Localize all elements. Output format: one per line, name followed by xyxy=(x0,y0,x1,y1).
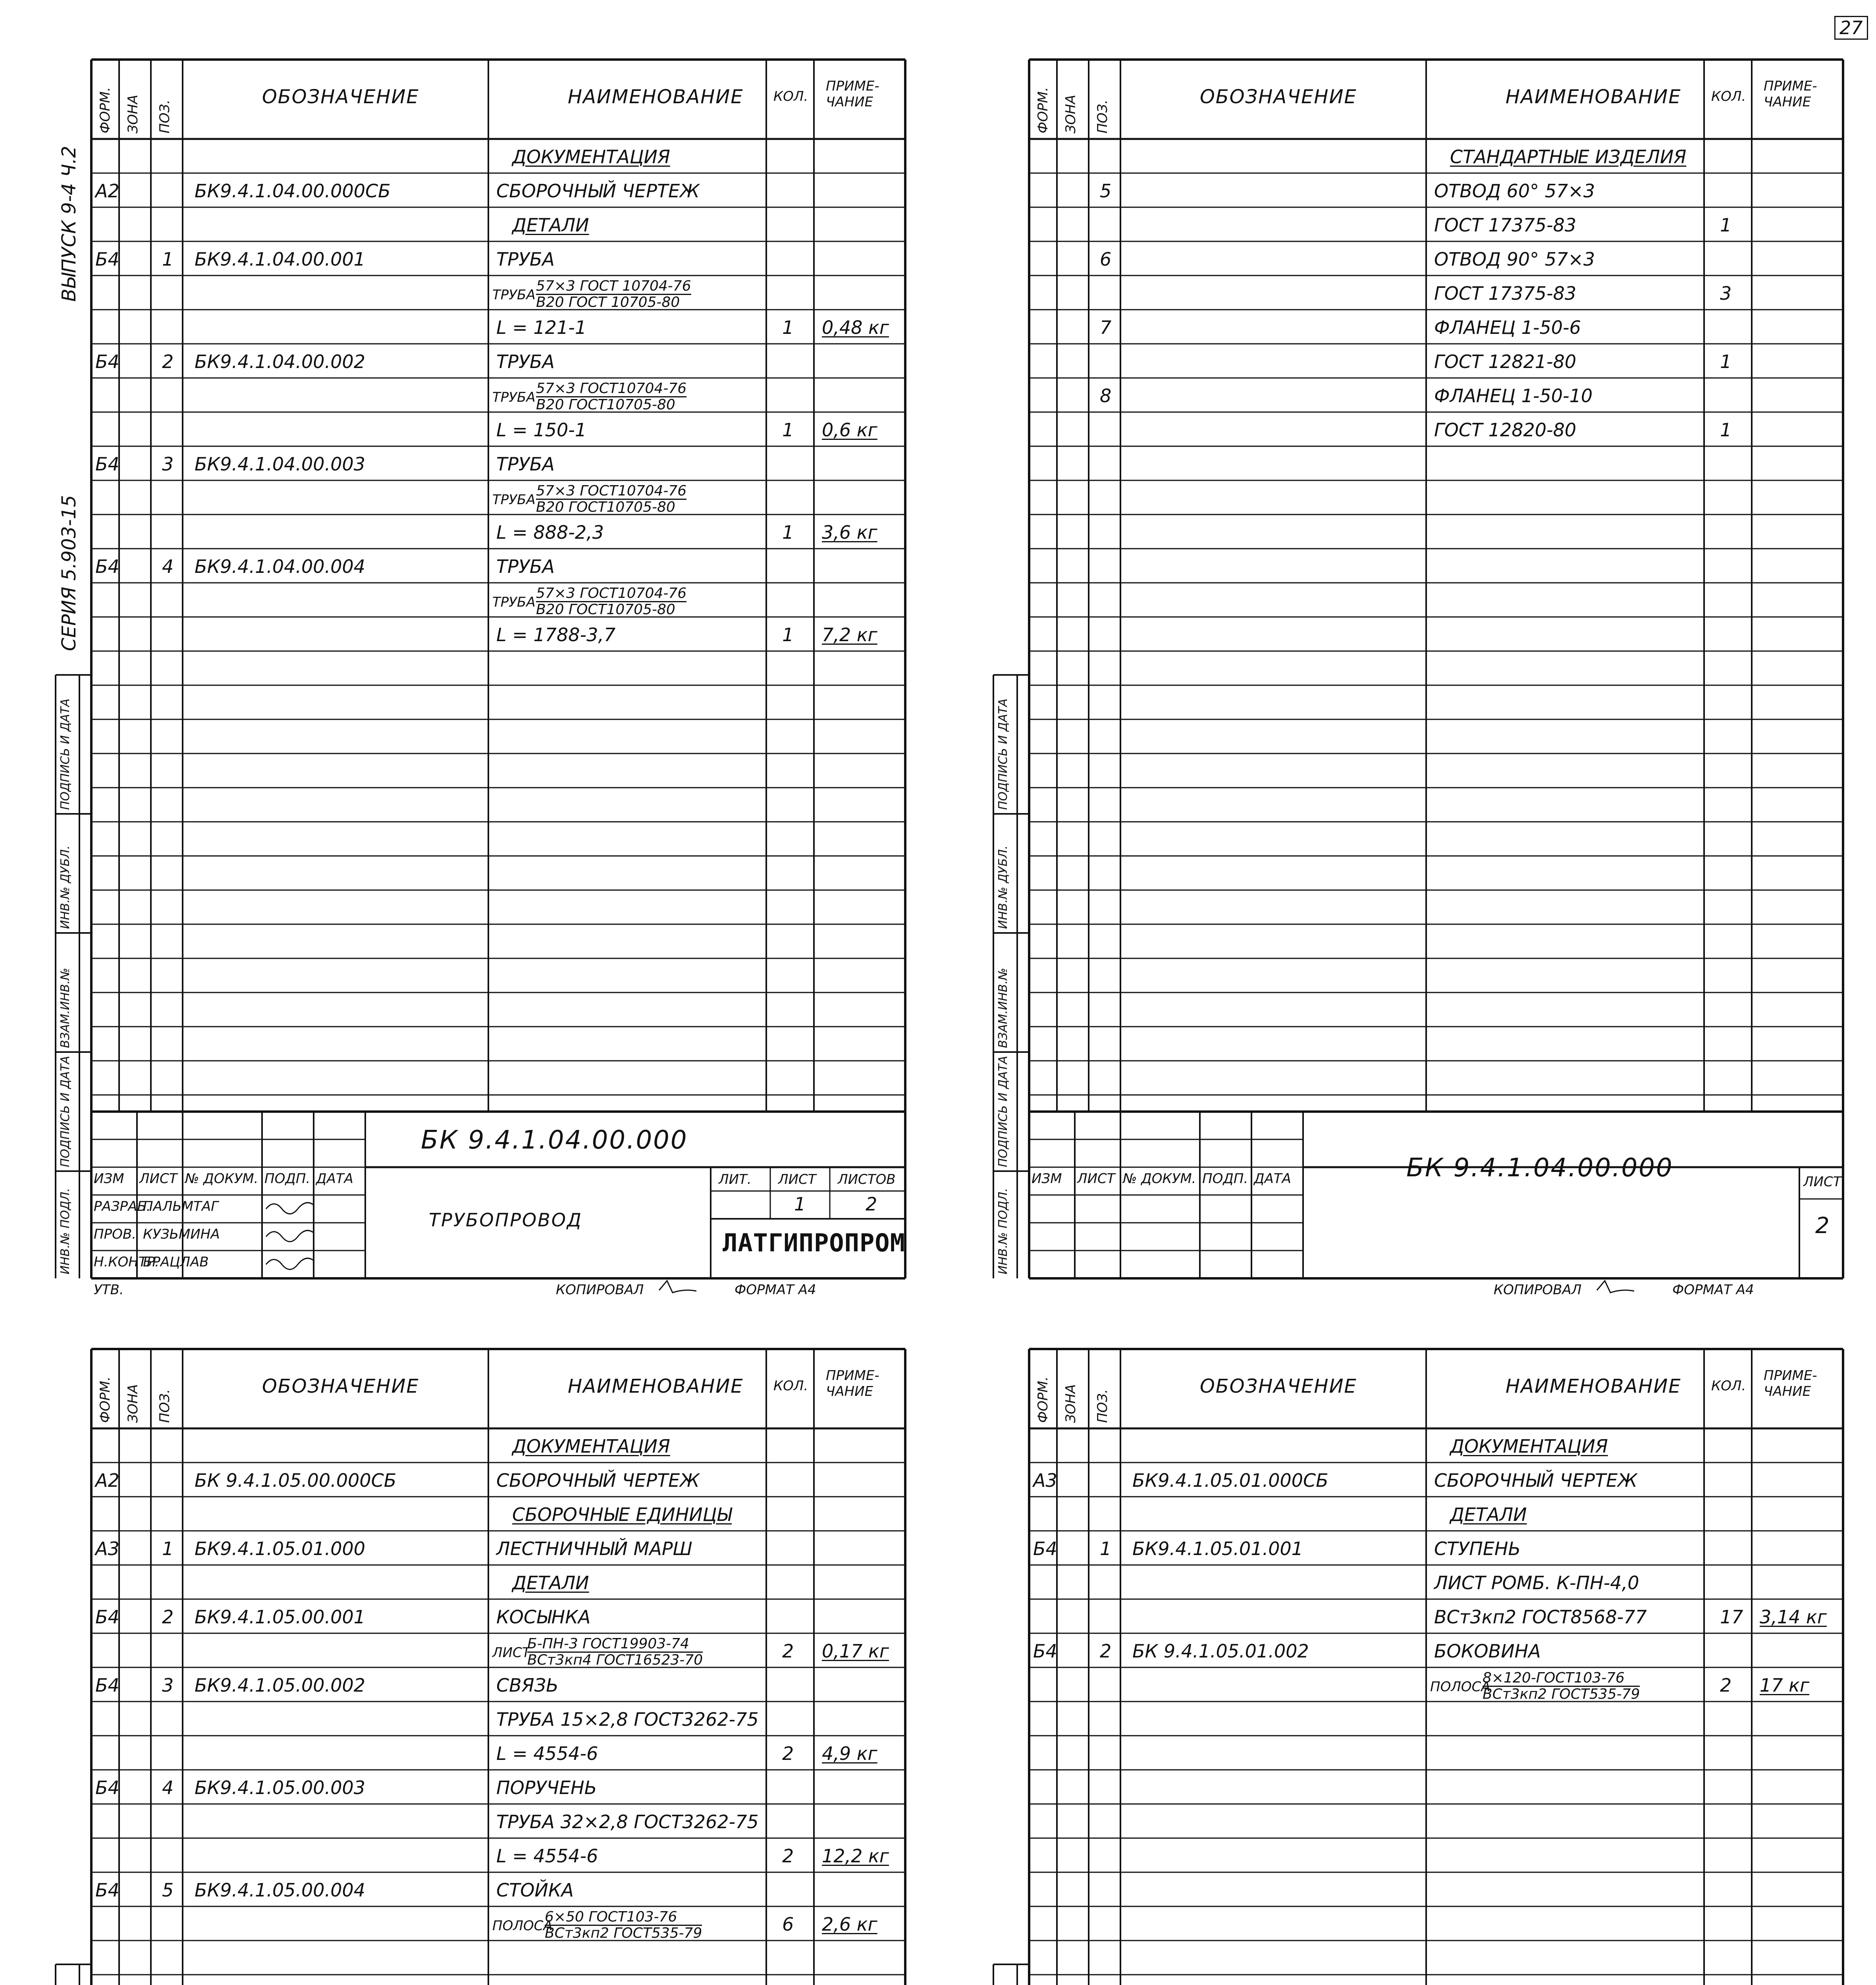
row-name-prefix: ТРУБА xyxy=(492,389,536,405)
row-quantity: 6 xyxy=(782,1914,794,1935)
tb-list: ЛИСТ xyxy=(1077,1171,1115,1187)
row-position: 7 xyxy=(1100,317,1112,338)
tb-sheet: ЛИСТ xyxy=(778,1172,816,1187)
row-format: Б4 xyxy=(95,1879,120,1901)
row-name: L = 4554-6 xyxy=(496,1743,598,1764)
fraction-top: Б-ПН-3 ГОСТ19903-74 xyxy=(527,1636,703,1653)
row-name: БОКОВИНА xyxy=(1434,1640,1541,1662)
header-name: НАИМЕНОВАНИЕ xyxy=(568,86,744,108)
org-logo: ЛАТГИПРОПРОМ xyxy=(723,1228,905,1257)
row-name-prefix: ТРУБА xyxy=(492,594,536,610)
fraction-bottom: ВСт3кп4 ГОСТ16523-70 xyxy=(527,1652,703,1668)
section-heading: СБОРОЧНЫЕ ЕДИНИЦЫ xyxy=(512,1504,732,1525)
row-name: L = 150-1 xyxy=(496,419,587,441)
row-position: 5 xyxy=(162,1879,174,1901)
header-qty: КОЛ. xyxy=(773,1378,808,1394)
header-name: НАИМЕНОВАНИЕ xyxy=(1506,1375,1681,1397)
row-name: ТРУБА xyxy=(496,556,555,577)
fraction-bottom: ВСт3кп2 ГОСТ535-79 xyxy=(545,1925,702,1941)
tb-person: ПАЛЬМТАГ xyxy=(143,1199,219,1214)
margin-field2: ПОДПИСЬ И ДАТА xyxy=(58,1056,72,1167)
margin-field3: ВЗАМ.ИНВ.№ xyxy=(58,967,72,1048)
row-name: ГОСТ 17375-83 xyxy=(1434,214,1577,236)
row-name: СБОРОЧНЫЙ ЧЕРТЕЖ xyxy=(1434,1470,1637,1491)
row-name: ОТВОД 60° 57×3 xyxy=(1434,180,1595,202)
header-designation: ОБОЗНАЧЕНИЕ xyxy=(262,86,419,108)
copied-label: КОПИРОВАЛ xyxy=(556,1282,644,1298)
row-format: А3 xyxy=(1033,1470,1057,1491)
row-format: Б4 xyxy=(95,351,120,372)
row-format: Б4 xyxy=(95,1675,120,1696)
row-designation: БК9.4.1.04.00.004 xyxy=(195,556,365,577)
row-quantity: 1 xyxy=(782,522,794,543)
section-heading: ДОКУМЕНТАЦИЯ xyxy=(512,146,670,168)
row-note: 2,6 кг xyxy=(822,1914,877,1935)
fraction-top: 57×3 ГОСТ 10704-76 xyxy=(536,278,691,294)
format-label: ФОРМАТ А4 xyxy=(735,1282,816,1298)
row-material-fraction xyxy=(536,586,686,617)
header-note-2: ЧАНИЕ xyxy=(1764,94,1811,110)
tb-person: БРАЦЛАВ xyxy=(143,1254,209,1270)
row-note: 7,2 кг xyxy=(822,624,877,646)
tb-sheet-value: 1 xyxy=(794,1193,806,1215)
fraction-top: 57×3 ГОСТ10704-76 xyxy=(536,380,687,397)
fraction-top: 57×3 ГОСТ10704-76 xyxy=(536,585,687,601)
row-format: А3 xyxy=(95,1538,120,1559)
row-name: СВЯЗЬ xyxy=(496,1675,559,1696)
header-note-1: ПРИМЕ- xyxy=(826,1368,879,1384)
series-label: СЕРИЯ 5.903-15 xyxy=(58,495,80,651)
row-material-fraction xyxy=(545,1910,702,1941)
margin-field1: ИНВ.№ ПОДЛ. xyxy=(996,1188,1010,1274)
row-designation: БК9.4.1.05.00.002 xyxy=(195,1675,365,1696)
row-format: Б4 xyxy=(95,556,120,577)
row-name: ГОСТ 12821-80 xyxy=(1434,351,1577,372)
row-designation: БК9.4.1.05.01.001 xyxy=(1132,1538,1303,1559)
row-position: 2 xyxy=(162,1606,174,1628)
tb-sheets: ЛИСТОВ xyxy=(838,1172,896,1187)
row-material-fraction xyxy=(536,381,686,412)
row-position: 1 xyxy=(162,249,174,270)
section-heading: ДОКУМЕНТАЦИЯ xyxy=(1450,1436,1608,1457)
header-format: ФОРМ. xyxy=(1035,1376,1051,1423)
row-note: 4,9 кг xyxy=(822,1743,877,1764)
row-position: 1 xyxy=(1100,1538,1112,1559)
section-heading: СТАНДАРТНЫЕ ИЗДЕЛИЯ xyxy=(1450,146,1687,168)
row-name-prefix: ПОЛОСА xyxy=(1430,1679,1490,1695)
row-note: 0,48 кг xyxy=(822,317,889,338)
header-pos: ПОЗ. xyxy=(157,1389,173,1423)
header-note-1: ПРИМЕ- xyxy=(1764,1368,1817,1384)
row-designation: БК9.4.1.04.00.001 xyxy=(195,249,365,270)
tb-role: Н.КОНТР. xyxy=(94,1254,159,1270)
row-quantity: 17 xyxy=(1720,1606,1743,1628)
row-note: 12,2 кг xyxy=(822,1845,889,1867)
header-zone: ЗОНА xyxy=(125,94,141,133)
row-position: 3 xyxy=(162,453,174,475)
row-note: 0,6 кг xyxy=(822,419,877,441)
row-quantity: 1 xyxy=(1720,419,1732,441)
header-qty: КОЛ. xyxy=(1711,1378,1746,1394)
header-format: ФОРМ. xyxy=(97,87,113,133)
tb-date: ДАТА xyxy=(1254,1171,1291,1187)
row-name: ТРУБА 32×2,8 ГОСТ3262-75 xyxy=(496,1811,759,1833)
tb-role: РАЗРАБ. xyxy=(94,1199,151,1214)
fraction-bottom: ВСт3кп2 ГОСТ535-79 xyxy=(1483,1686,1640,1702)
row-designation: БК9.4.1.04.00.003 xyxy=(195,453,365,475)
row-name-prefix: ЛИСТ xyxy=(492,1645,530,1661)
header-zone: ЗОНА xyxy=(125,1384,141,1423)
row-position: 8 xyxy=(1100,385,1112,407)
header-note-1: ПРИМЕ- xyxy=(826,78,879,94)
row-position: 6 xyxy=(1100,249,1112,270)
row-name: ГОСТ 12820-80 xyxy=(1434,419,1577,441)
row-name-prefix: ТРУБА xyxy=(492,287,536,303)
row-name: L = 888-2,3 xyxy=(496,522,604,543)
row-format: Б4 xyxy=(95,1777,120,1798)
header-qty: КОЛ. xyxy=(773,89,808,104)
row-designation: БК9.4.1.05.00.001 xyxy=(195,1606,365,1628)
row-position: 5 xyxy=(1100,180,1112,202)
fraction-bottom: В20 ГОСТ10705-80 xyxy=(536,396,675,413)
row-name: КОСЫНКА xyxy=(496,1606,591,1628)
row-quantity: 2 xyxy=(782,1743,794,1764)
row-format: А2 xyxy=(95,180,120,202)
row-name-prefix: ТРУБА xyxy=(492,492,536,508)
row-designation: БК9.4.1.05.00.003 xyxy=(195,1777,365,1798)
row-quantity: 1 xyxy=(1720,214,1732,236)
header-pos: ПОЗ. xyxy=(1095,1389,1111,1423)
row-position: 4 xyxy=(162,556,174,577)
margin-field5: ПОДПИСЬ И ДАТА xyxy=(58,698,72,810)
sheet-grid xyxy=(938,0,1876,1289)
tb-sheet: ЛИСТ xyxy=(1803,1174,1841,1190)
row-material-fraction xyxy=(536,279,691,310)
row-designation: БК9.4.1.05.01.000 xyxy=(195,1538,365,1559)
margin-field2: ПОДПИСЬ И ДАТА xyxy=(996,1056,1010,1167)
tb-list: ЛИСТ xyxy=(139,1171,177,1187)
format-label: ФОРМАТ А4 xyxy=(1672,1282,1754,1298)
row-name: ТРУБА 15×2,8 ГОСТ3262-75 xyxy=(496,1709,759,1730)
header-note-2: ЧАНИЕ xyxy=(1764,1384,1811,1399)
sheet-grid xyxy=(0,0,938,1289)
row-name: СБОРОЧНЫЙ ЧЕРТЕЖ xyxy=(496,180,700,202)
row-note: 17 кг xyxy=(1760,1675,1810,1696)
row-material-fraction xyxy=(1483,1671,1640,1702)
header-zone: ЗОНА xyxy=(1063,1384,1079,1423)
fraction-bottom: В20 ГОСТ10705-80 xyxy=(536,499,675,515)
header-designation: ОБОЗНАЧЕНИЕ xyxy=(262,1375,419,1397)
section-heading: ДЕТАЛИ xyxy=(1450,1504,1527,1525)
row-format: Б4 xyxy=(95,453,120,475)
row-designation: БК9.4.1.05.00.004 xyxy=(195,1879,365,1901)
row-name: ФЛАНЕЦ 1-50-10 xyxy=(1434,385,1593,407)
row-quantity: 2 xyxy=(782,1640,794,1662)
row-name: L = 1788-3,7 xyxy=(496,624,616,646)
copied-label: КОПИРОВАЛ xyxy=(1494,1282,1582,1298)
row-quantity: 2 xyxy=(1720,1675,1732,1696)
fraction-top: 8×120-ГОСТ103-76 xyxy=(1483,1671,1640,1687)
margin-field3: ВЗАМ.ИНВ.№ xyxy=(996,967,1010,1048)
row-position: 3 xyxy=(162,1675,174,1696)
tb-lit: ЛИТ. xyxy=(719,1172,752,1187)
section-heading: ДОКУМЕНТАЦИЯ xyxy=(512,1436,670,1457)
header-format: ФОРМ. xyxy=(1035,87,1051,133)
issue-label: ВЫПУСК 9-4 Ч.2 xyxy=(58,146,80,302)
row-name: ПОРУЧЕНЬ xyxy=(496,1777,597,1798)
row-name-prefix: ПОЛОСА xyxy=(492,1918,553,1934)
tb-role: ПРОВ. xyxy=(94,1226,136,1242)
row-quantity: 1 xyxy=(1720,351,1732,372)
row-position: 4 xyxy=(162,1777,174,1798)
row-quantity: 3 xyxy=(1720,283,1732,304)
document-code: БК 9.4.1.04.00.000 xyxy=(421,1125,688,1155)
row-designation: БК9.4.1.04.00.000СБ xyxy=(195,180,391,202)
row-note: 3,6 кг xyxy=(822,522,877,543)
row-name: ТРУБА xyxy=(496,249,555,270)
tb-doc-no: № ДОКУМ. xyxy=(1123,1171,1196,1187)
row-quantity: 1 xyxy=(782,624,794,646)
header-pos: ПОЗ. xyxy=(157,100,173,133)
row-name: СТОЙКА xyxy=(496,1879,574,1901)
page-number: 27 xyxy=(1834,16,1868,40)
header-pos: ПОЗ. xyxy=(1095,100,1111,133)
spec-sheet-pipeline-continued xyxy=(938,0,1876,1298)
row-material-fraction xyxy=(527,1636,703,1668)
header-note-1: ПРИМЕ- xyxy=(1764,78,1817,94)
tb-person: КУЗЬМИНА xyxy=(143,1226,220,1242)
row-quantity: 1 xyxy=(782,317,794,338)
margin-field4: ИНВ.№ ДУБЛ. xyxy=(58,845,72,929)
row-position: 2 xyxy=(162,351,174,372)
row-designation: БК 9.4.1.05.00.000СБ xyxy=(195,1470,397,1491)
row-name: ГОСТ 17375-83 xyxy=(1434,283,1577,304)
row-quantity: 2 xyxy=(782,1845,794,1867)
fraction-top: 6×50 ГОСТ103-76 xyxy=(545,1910,702,1926)
spec-sheet-ladder xyxy=(0,1289,938,1985)
tb-izm: ИЗМ xyxy=(1032,1171,1062,1187)
header-name: НАИМЕНОВАНИЕ xyxy=(1506,86,1681,108)
margin-field4: ИНВ.№ ДУБЛ. xyxy=(996,845,1010,929)
row-material-fraction xyxy=(536,484,686,515)
spec-sheet-pipeline xyxy=(0,0,938,1298)
tb-doc-no: № ДОКУМ. xyxy=(185,1171,258,1187)
row-name: ТРУБА xyxy=(496,351,555,372)
tb-sheets-value: 2 xyxy=(866,1193,877,1215)
document-code: БК 9.4.1.04.00.000 xyxy=(1406,1153,1674,1183)
row-format: А2 xyxy=(95,1470,120,1491)
row-name: ЛИСТ РОМБ. К-ПН-4,0 xyxy=(1434,1572,1639,1594)
section-heading: ДЕТАЛИ xyxy=(512,214,589,236)
header-note-2: ЧАНИЕ xyxy=(826,94,873,110)
margin-field5: ПОДПИСЬ И ДАТА xyxy=(996,698,1010,810)
tb-izm: ИЗМ xyxy=(94,1171,124,1187)
row-quantity: 1 xyxy=(782,419,794,441)
section-heading: ДЕТАЛИ xyxy=(512,1572,589,1594)
row-position: 1 xyxy=(162,1538,174,1559)
row-name: ВСт3кп2 ГОСТ8568-77 xyxy=(1434,1606,1647,1628)
row-note: 3,14 кг xyxy=(1760,1606,1827,1628)
row-name: ТРУБА xyxy=(496,453,555,475)
header-note-2: ЧАНИЕ xyxy=(826,1384,873,1399)
row-position: 2 xyxy=(1100,1640,1112,1662)
row-designation: БК9.4.1.04.00.002 xyxy=(195,351,365,372)
row-designation: БК9.4.1.05.01.000СБ xyxy=(1132,1470,1328,1491)
row-note: 0,17 кг xyxy=(822,1640,889,1662)
tb-date: ДАТА xyxy=(316,1171,353,1187)
row-format: Б4 xyxy=(95,1606,120,1628)
row-format: Б4 xyxy=(95,249,120,270)
header-designation: ОБОЗНАЧЕНИЕ xyxy=(1200,1375,1357,1397)
row-name: L = 4554-6 xyxy=(496,1845,598,1867)
row-format: Б4 xyxy=(1033,1538,1057,1559)
tb-sign: ПОДП. xyxy=(264,1171,310,1187)
tb-role: УТВ. xyxy=(94,1282,124,1298)
header-format: ФОРМ. xyxy=(97,1376,113,1423)
row-name: ФЛАНЕЦ 1-50-6 xyxy=(1434,317,1581,338)
fraction-bottom: В20 ГОСТ 10705-80 xyxy=(536,294,680,310)
tb-sheet-value: 2 xyxy=(1815,1213,1830,1239)
header-name: НАИМЕНОВАНИЕ xyxy=(568,1375,744,1397)
row-name: СБОРОЧНЫЙ ЧЕРТЕЖ xyxy=(496,1470,700,1491)
row-name: СТУПЕНЬ xyxy=(1434,1538,1521,1559)
margin-field1: ИНВ.№ ПОДЛ. xyxy=(58,1188,72,1274)
header-qty: КОЛ. xyxy=(1711,89,1746,104)
tb-sign: ПОДП. xyxy=(1202,1171,1248,1187)
fraction-bottom: В20 ГОСТ10705-80 xyxy=(536,601,675,618)
row-format: Б4 xyxy=(1033,1640,1057,1662)
row-name: L = 121-1 xyxy=(496,317,587,338)
header-zone: ЗОНА xyxy=(1063,94,1079,133)
row-designation: БК 9.4.1.05.01.002 xyxy=(1132,1640,1309,1662)
row-name: ЛЕСТНИЧНЫЙ МАРШ xyxy=(496,1538,692,1559)
drawing-title: ТРУБОПРОВОД xyxy=(429,1209,582,1231)
header-designation: ОБОЗНАЧЕНИЕ xyxy=(1200,86,1357,108)
row-name: ОТВОД 90° 57×3 xyxy=(1434,249,1595,270)
spec-sheet-stair-flight xyxy=(938,1289,1876,1985)
fraction-top: 57×3 ГОСТ10704-76 xyxy=(536,483,687,499)
